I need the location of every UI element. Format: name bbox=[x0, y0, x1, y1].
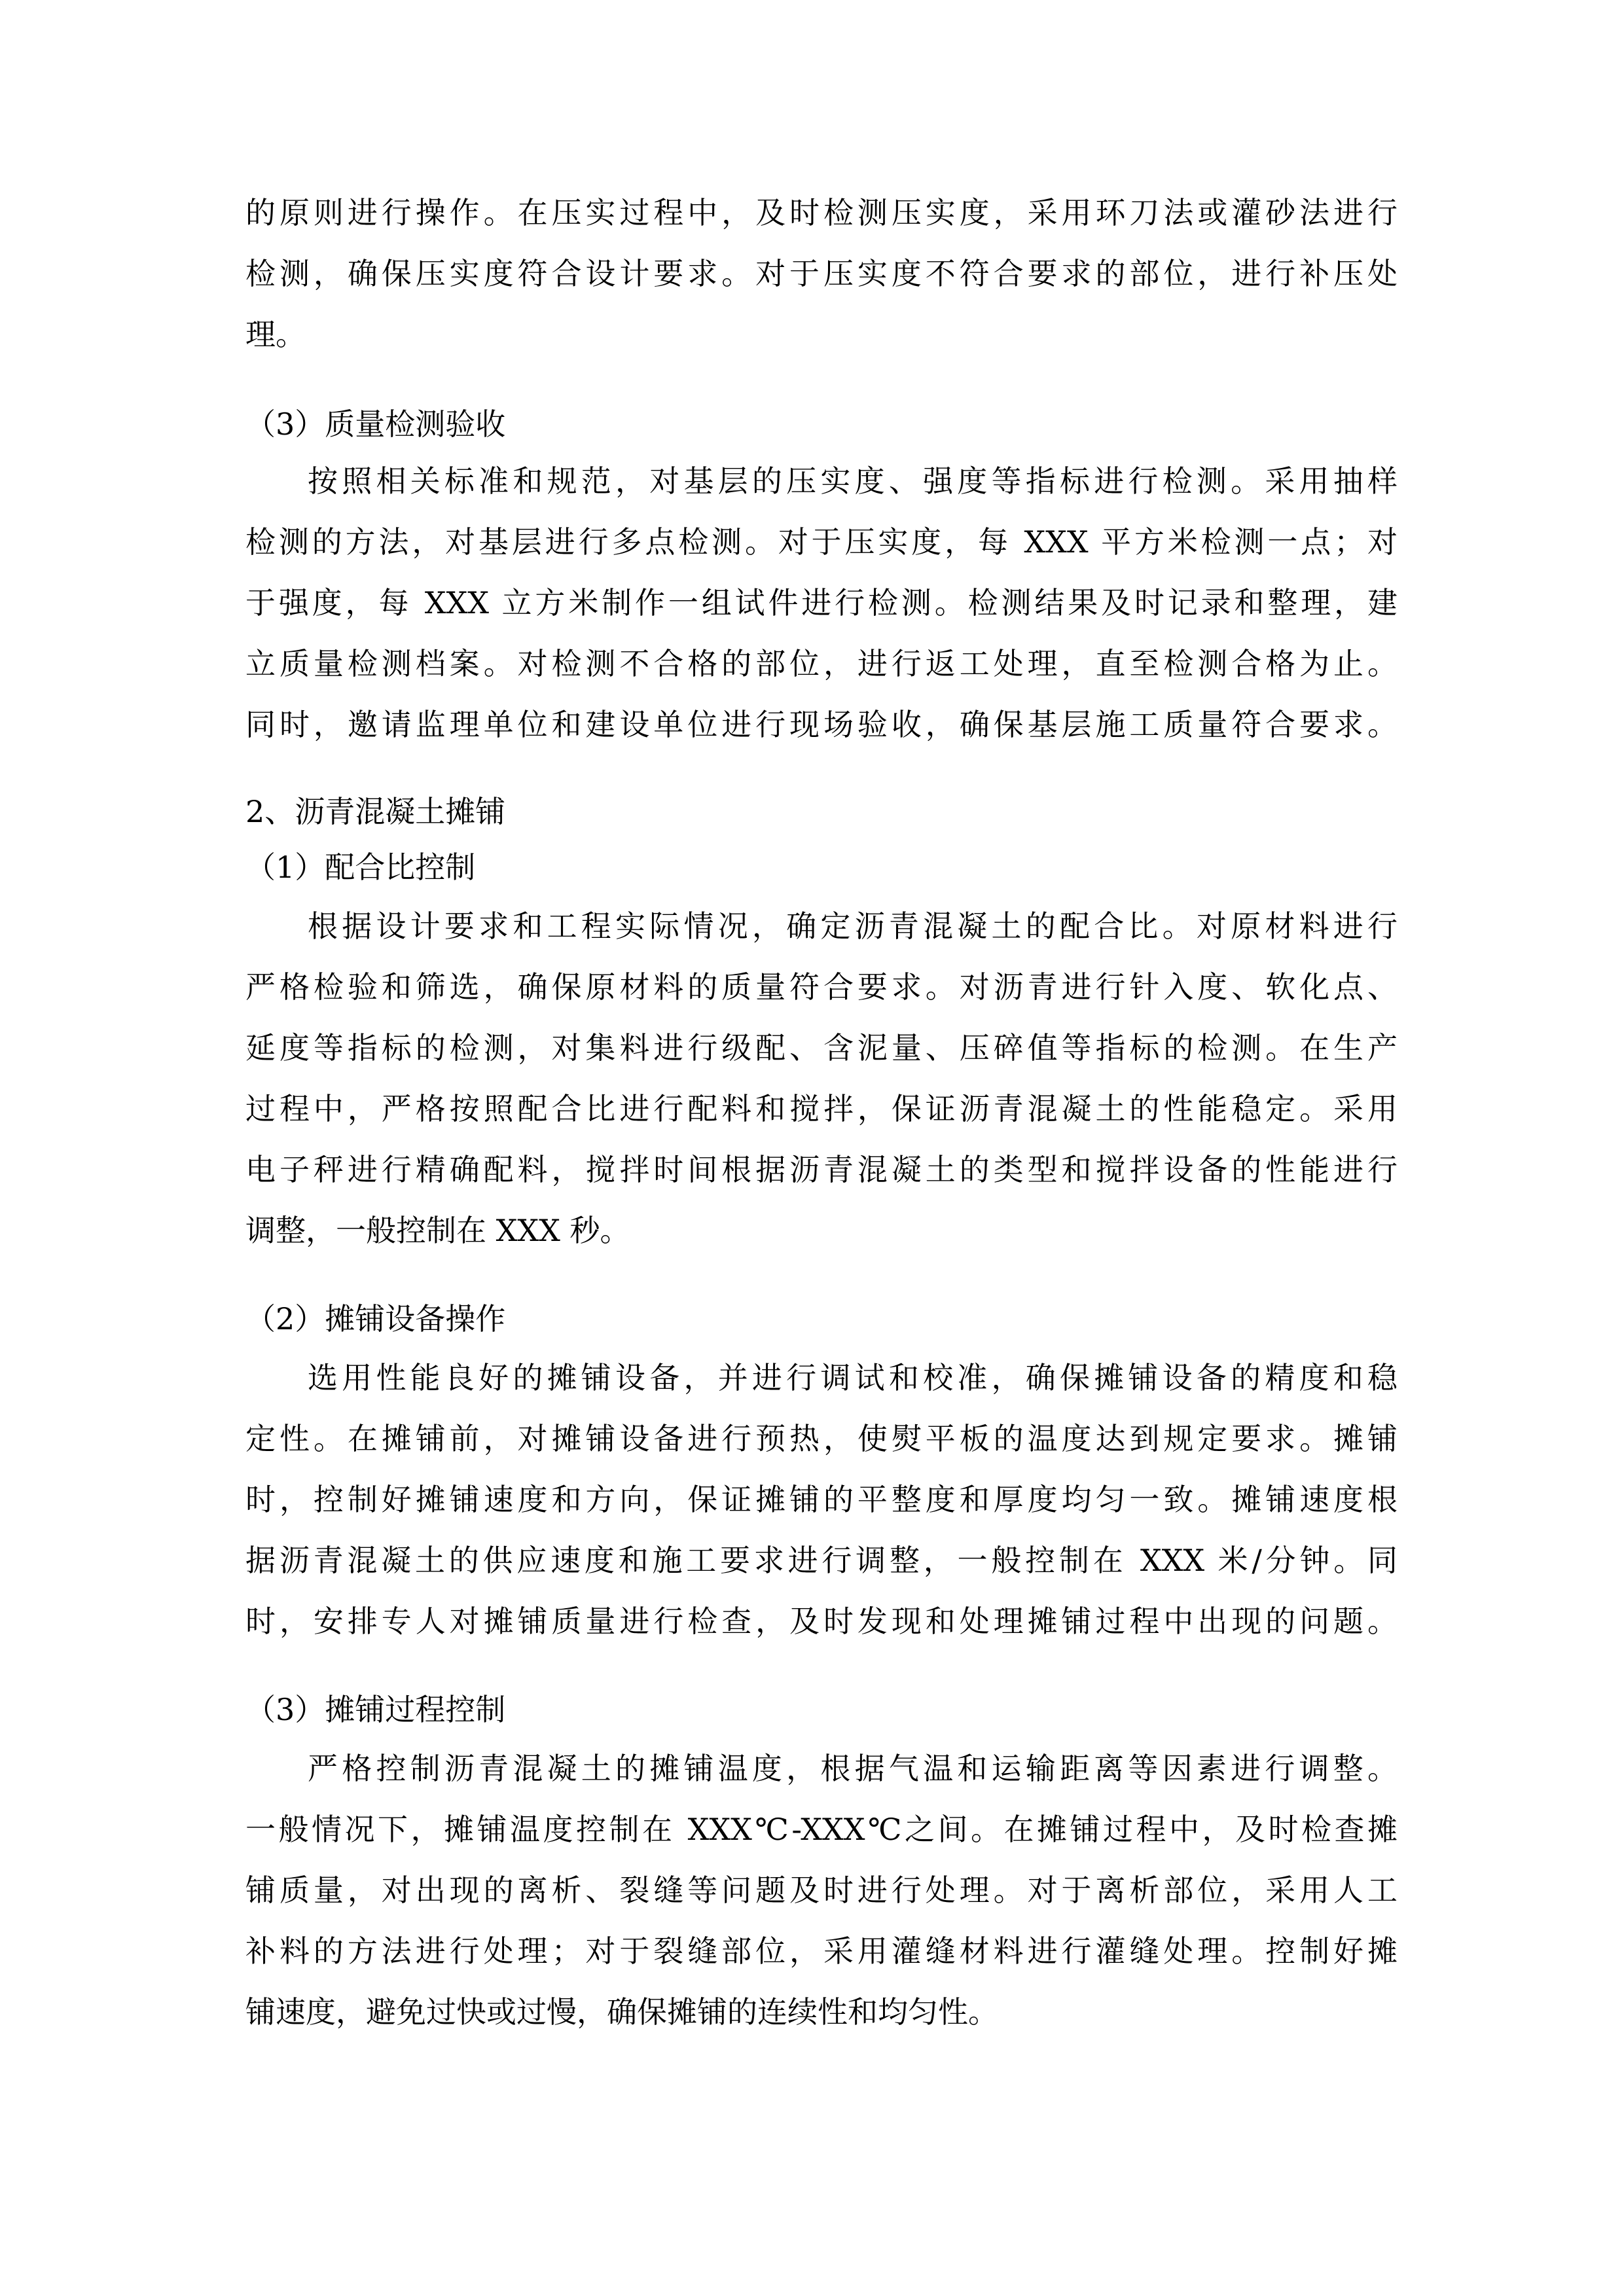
paragraph-line: 时，安排专人对摊铺质量进行检查，及时发现和处理摊铺过程中出现的问题。 bbox=[245, 1604, 1398, 1639]
paragraph-line: 检测，确保压实度符合设计要求。对于压实度不符合要求的部位，进行补压处 bbox=[245, 256, 1398, 291]
paragraph-line: 一般情况下，摊铺温度控制在 XXX℃-XXX℃之间。在摊铺过程中，及时检查摊 bbox=[245, 1812, 1398, 1847]
paragraph-line: 选用性能良好的摊铺设备，并进行调试和校准，确保摊铺设备的精度和稳 bbox=[308, 1360, 1398, 1395]
paragraph-line: 补料的方法进行处理；对于裂缝部位，采用灌缝材料进行灌缝处理。控制好摊 bbox=[245, 1933, 1398, 1969]
paragraph-line: 按照相关标准和规范，对基层的压实度、强度等指标进行检测。采用抽样 bbox=[308, 463, 1398, 499]
paragraph-line: 铺质量，对出现的离析、裂缝等问题及时进行处理。对于离析部位，采用人工 bbox=[245, 1873, 1398, 1908]
paragraph-line: 严格检验和筛选，确保原材料的质量符合要求。对沥青进行针入度、软化点、 bbox=[245, 969, 1398, 1005]
paragraph-line: 严格控制沥青混凝土的摊铺温度，根据气温和运输距离等因素进行调整。 bbox=[308, 1751, 1398, 1786]
paragraph-line: 据沥青混凝土的供应速度和施工要求进行调整，一般控制在 XXX 米/分钟。同 bbox=[245, 1543, 1398, 1578]
section-heading: 2、沥青混凝土摊铺 bbox=[245, 794, 506, 829]
paragraph-line: 同时，邀请监理单位和建设单位进行现场验收，确保基层施工质量符合要求。 bbox=[245, 707, 1398, 742]
subsection-heading: （3）摊铺过程控制 bbox=[245, 1692, 506, 1727]
paragraph-line: 根据设计要求和工程实际情况，确定沥青混凝土的配合比。对原材料进行 bbox=[308, 908, 1398, 944]
paragraph-line: 过程中，严格按照配合比进行配料和搅拌，保证沥青混凝土的性能稳定。采用 bbox=[245, 1091, 1398, 1126]
paragraph-line: 检测的方法，对基层进行多点检测。对于压实度，每 XXX 平方米检测一点；对 bbox=[245, 524, 1398, 560]
subsection-heading: （1）配合比控制 bbox=[245, 850, 476, 885]
section-heading: （3）质量检测验收 bbox=[245, 406, 506, 442]
paragraph-line: 铺速度，避免过快或过慢，确保摊铺的连续性和均匀性。 bbox=[245, 1994, 998, 2030]
paragraph-line: 电子秤进行精确配料，搅拌时间根据沥青混凝土的类型和搅拌设备的性能进行 bbox=[245, 1152, 1398, 1187]
paragraph-line: 理。 bbox=[245, 317, 306, 352]
paragraph-line: 调整，一般控制在 XXX 秒。 bbox=[245, 1213, 630, 1248]
paragraph-line: 定性。在摊铺前，对摊铺设备进行预热，使熨平板的温度达到规定要求。摊铺 bbox=[245, 1421, 1398, 1456]
paragraph-line: 延度等指标的检测，对集料进行级配、含泥量、压碎值等指标的检测。在生产 bbox=[245, 1030, 1398, 1066]
paragraph-line: 立质量检测档案。对检测不合格的部位，进行返工处理，直至检测合格为止。 bbox=[245, 646, 1398, 681]
paragraph-line: 的原则进行操作。在压实过程中，及时检测压实度，采用环刀法或灌砂法进行 bbox=[245, 195, 1398, 230]
paragraph-line: 于强度，每 XXX 立方米制作一组试件进行检测。检测结果及时记录和整理，建 bbox=[245, 585, 1398, 620]
subsection-heading: （2）摊铺设备操作 bbox=[245, 1301, 506, 1336]
paragraph-line: 时，控制好摊铺速度和方向，保证摊铺的平整度和厚度均匀一致。摊铺速度根 bbox=[245, 1482, 1398, 1517]
